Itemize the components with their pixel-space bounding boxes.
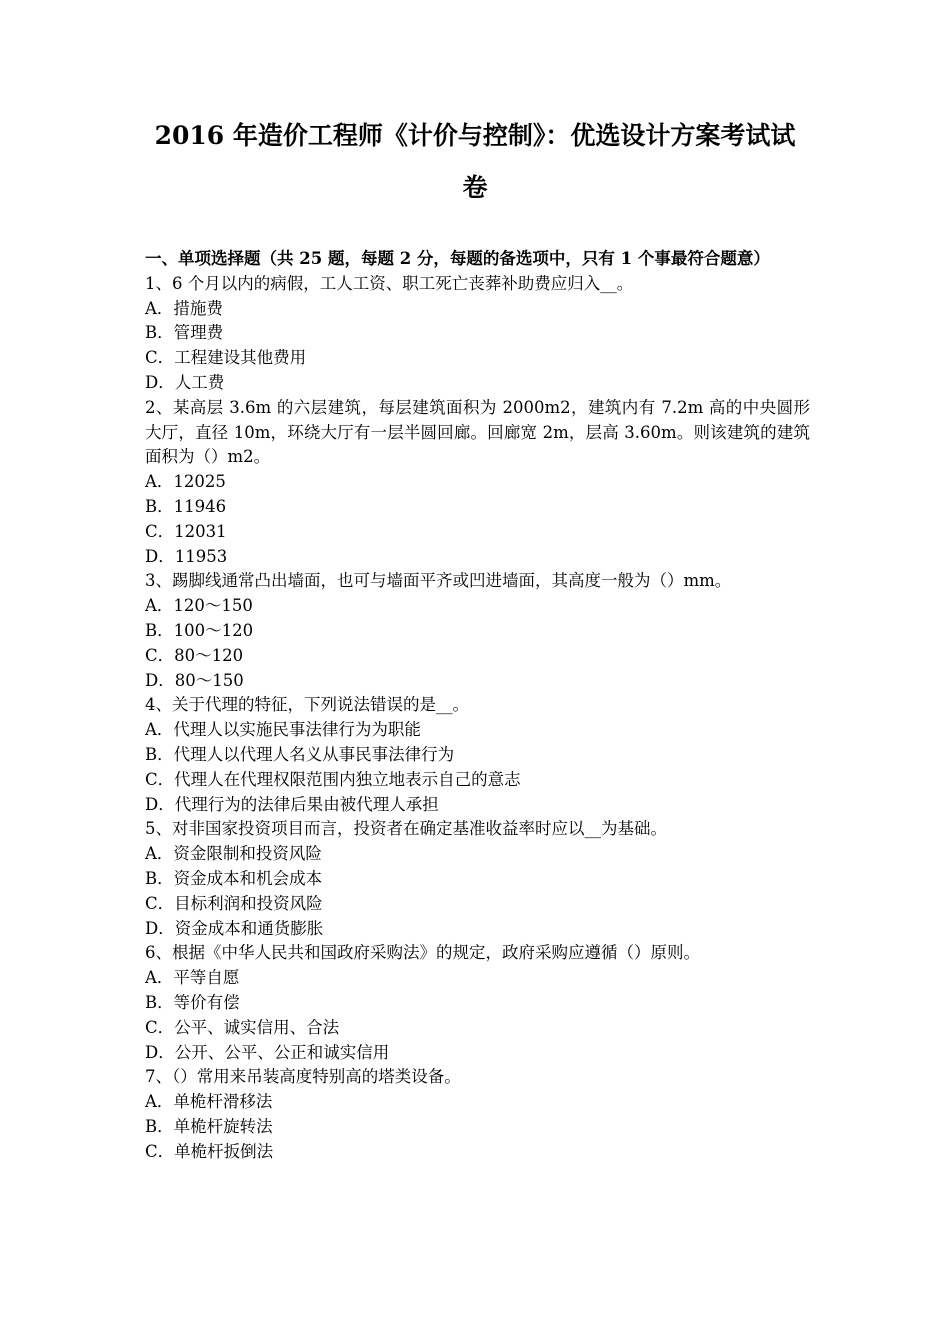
answer-option: D．80～150	[145, 670, 244, 690]
question-stem: 4、关于代理的特征，下列说法错误的是__。	[145, 695, 469, 715]
question-list	[145, 272, 810, 1165]
answer-option: D．公开、公平、公正和诚实信用	[145, 1042, 390, 1062]
answer-option: B．100～120	[145, 620, 254, 640]
answer-option: B．单桅杆旋转法	[145, 1116, 273, 1136]
question	[145, 941, 810, 1065]
question-stem: 7、（）常用来吊装高度特别高的塔类设备。	[145, 1067, 461, 1087]
question	[145, 569, 810, 693]
answer-option: B．11946	[145, 496, 227, 516]
answer-option: C．工程建设其他费用	[145, 348, 307, 368]
answer-option: C．目标利润和投资风险	[145, 893, 323, 913]
answer-option: D．代理行为的法律后果由被代理人承担	[145, 794, 439, 814]
answer-option: B．管理费	[145, 323, 224, 343]
answer-option: B．代理人以代理人名义从事民事法律行为	[145, 744, 455, 764]
answer-option: A．代理人以实施民事法律行为为职能	[145, 720, 421, 740]
section-heading: 一、单项选择题（共 25 题，每题 2 分，每题的备选项中，只有 1 个事最符合题意）	[145, 249, 770, 268]
answer-option: C．12031	[145, 521, 227, 541]
title-line-1: 2016 年造价工程师《计价与控制》：优选设计方案考试试	[154, 121, 796, 150]
answer-option: C．公平、诚实信用、合法	[145, 1017, 340, 1037]
answer-option: B．资金成本和机会成本	[145, 868, 323, 888]
answer-option: C．80～120	[145, 645, 244, 665]
question	[145, 272, 810, 396]
answer-option: D．11953	[145, 546, 228, 566]
answer-option: D．资金成本和通货膨胀	[145, 918, 324, 938]
document-body	[145, 247, 810, 1164]
answer-option: B．等价有偿	[145, 992, 240, 1012]
question	[145, 396, 810, 570]
answer-option: D．人工费	[145, 372, 225, 392]
answer-option: A．措施费	[145, 298, 223, 318]
answer-option: A．12025	[145, 472, 226, 492]
question-stem: 5、对非国家投资项目而言，投资者在确定基准收益率时应以__为基础。	[145, 819, 667, 839]
question	[145, 817, 810, 941]
answer-option: A．120～150	[145, 596, 253, 616]
question-stem: 6、根据《中华人民共和国政府采购法》的规定，政府采购应遵循（）原则。	[145, 943, 700, 963]
answer-option: C．单桅杆扳倒法	[145, 1141, 274, 1161]
answer-option: A．平等自愿	[145, 968, 240, 988]
document-title	[130, 110, 820, 214]
question-stem: 3、踢脚线通常凸出墙面，也可与墙面平齐或凹进墙面，其高度一般为（）mm。	[145, 571, 732, 591]
answer-option: A．单桅杆滑移法	[145, 1092, 273, 1112]
answer-option: A．资金限制和投资风险	[145, 844, 322, 864]
question-stem: 2、某高层 3.6m 的六层建筑，每层建筑面积为 2000m2，建筑内有 7.2m 高的中央圆形大厅，直径 10m，环绕大厅有一层半圆回廊。回廊宽 2m，层高 3.60m。则该建筑的建筑面积为（）m2。	[145, 397, 810, 467]
question	[145, 693, 810, 817]
question	[145, 1065, 810, 1164]
question-stem: 1、6 个月以内的病假，工人工资、职工死亡丧葬补助费应归入__。	[145, 273, 634, 293]
title-line-2: 卷	[462, 173, 488, 202]
answer-option: C．代理人在代理权限范围内独立地表示自己的意志	[145, 769, 521, 789]
